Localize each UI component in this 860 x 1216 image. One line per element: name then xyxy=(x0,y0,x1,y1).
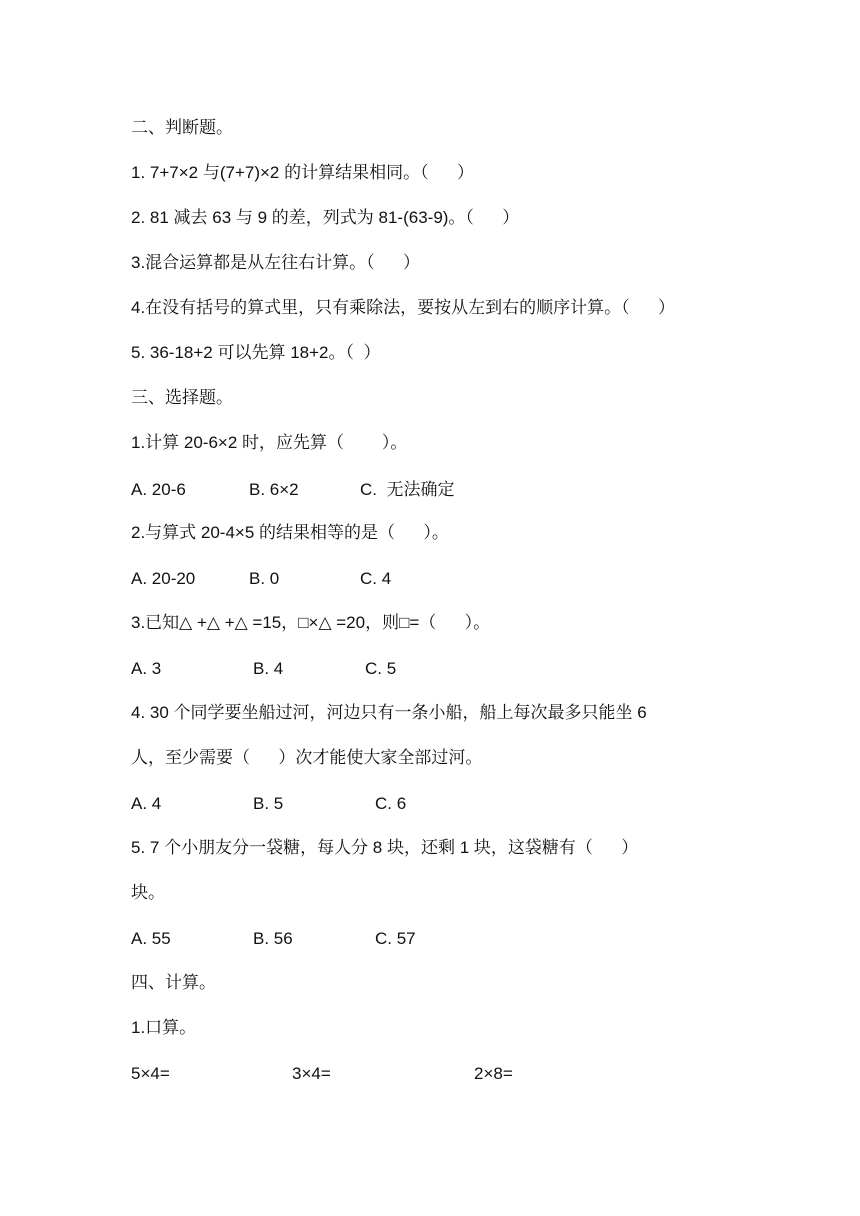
choice-q2-option-b: B. 0 xyxy=(249,569,280,588)
section-3-heading: 三、选择题。 xyxy=(131,388,233,407)
choice-q2-option-c: C. 4 xyxy=(360,569,392,588)
choice-q3-option-a: A. 3 xyxy=(131,659,162,678)
choice-q5-option-b: B. 56 xyxy=(253,929,293,948)
section-4-heading: 四、计算。 xyxy=(131,973,216,992)
choice-q1-text: 1.计算 20-6×2 时，应先算（ ）。 xyxy=(131,433,408,452)
choice-q4-option-c: C. 6 xyxy=(375,794,407,813)
judge-item-4: 4.在没有括号的算式里，只有乘除法，要按从左到右的顺序计算。（ ） xyxy=(131,298,676,317)
choice-q1-option-c: C. 无法确定 xyxy=(360,480,455,499)
judge-item-2: 2. 81 减去 63 与 9 的差，列式为 81-(63-9)。（ ） xyxy=(131,208,520,227)
judge-item-5: 5. 36-18+2 可以先算 18+2。（ ） xyxy=(131,343,381,362)
choice-q5-option-c: C. 57 xyxy=(375,929,416,948)
choice-q2-option-a: A. 20-20 xyxy=(131,569,196,588)
choice-q3-text: 3.已知△ +△ +△ =15，□×△ =20，则□=（ ）。 xyxy=(131,613,491,632)
oral-problem-1: 5×4= xyxy=(131,1064,170,1083)
choice-q5-text-line-1: 5. 7 个小朋友分一袋糖，每人分 8 块，还剩 1 块，这袋糖有（ ） xyxy=(131,838,639,857)
choice-q4-option-a: A. 4 xyxy=(131,794,162,813)
choice-q4-option-b: B. 5 xyxy=(253,794,284,813)
section-2-heading: 二、判断题。 xyxy=(131,118,233,137)
choice-q1-option-b: B. 6×2 xyxy=(249,480,299,499)
choice-q4-text-line-1: 4. 30 个同学要坐船过河，河边只有一条小船，船上每次最多只能坐 6 xyxy=(131,703,647,722)
choice-q1-option-a: A. 20-6 xyxy=(131,480,186,499)
choice-q5-option-a: A. 55 xyxy=(131,929,171,948)
judge-item-3: 3.混合运算都是从左往右计算。（ ） xyxy=(131,253,421,272)
oral-problem-2: 3×4= xyxy=(292,1064,331,1083)
oral-problem-3: 2×8= xyxy=(474,1064,513,1083)
choice-q3-option-b: B. 4 xyxy=(253,659,284,678)
oral-calc-label: 1.口算。 xyxy=(131,1018,197,1037)
choice-q3-option-c: C. 5 xyxy=(365,659,397,678)
choice-q5-text-line-2: 块。 xyxy=(131,883,165,902)
choice-q2-text: 2.与算式 20-4×5 的结果相等的是（ ）。 xyxy=(131,523,449,542)
judge-item-1: 1. 7+7×2 与(7+7)×2 的计算结果相同。（ ） xyxy=(131,163,474,182)
choice-q4-text-line-2: 人，至少需要（ ）次才能使大家全部过河。 xyxy=(131,748,483,767)
